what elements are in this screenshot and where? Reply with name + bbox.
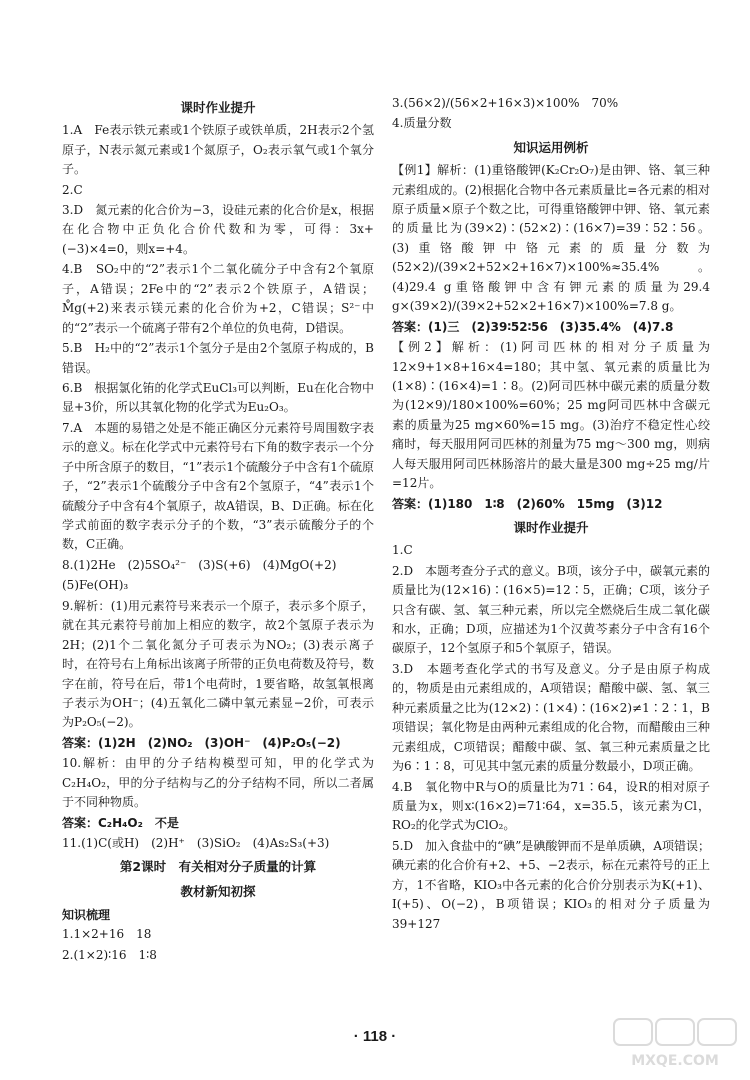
homework-item-4: 4.B 氧化物中R与O的质量比为71∶64，设R的相对原子质量为x，则x∶(16×2)=71∶64，x=35.5，该元素为Cl，RO₂的化学式为ClO₂。 bbox=[392, 779, 710, 833]
section-heading-new: 教材新知初探 bbox=[180, 883, 256, 899]
answer-item-4: 4.B SO₂中的“2”表示1个二氧化硫分子中含有2个氧原子，A错误；2Fe中的“2”表示2个铁原子，A错误；M̊g(+2)来表示镁元素的化合价为+2，C错误；S²⁻中的“2”表示一个硫离子带有2个单位的负电荷，D错误。 bbox=[62, 262, 374, 335]
knowledge-item-2: 2.(1×2)∶16 1∶8 bbox=[62, 947, 157, 962]
answer-item-5: 5.B H₂中的“2”表示1个氢分子是由2个氢原子构成的，B错误。 bbox=[62, 341, 374, 375]
answer-item-8: 8.(1)2He (2)5SO₄²⁻ (3)S(+6) (4)MgO(+2) bbox=[62, 557, 337, 572]
answer-item-1: 1.A Fe表示铁元素或1个铁原子或铁单质，2H表示2个氢原子，N表示氮元素或1个氮原子，O₂表示氧气或1个氧分子。 bbox=[62, 123, 374, 177]
example-1: 【例1】解析：(1)重铬酸钾(K₂Cr₂O₇)是由钾、铬、氧三种元素组成的。(2)根据化合物中各元素质量比=各元素的相对原子质量×原子个数之比，可得重铬酸钾中钾、铬、氧元素的质量比为(39×2)∶(52×2)∶(16×7)=39∶52∶56。(3)重铬酸钾中铬元素的质量分数为(52×2)/(39×2+52×2+16×7)×100%≈35.4%。(4)29.4 g重铬酸钾中含有钾元素的质量为29.4 g×(39×2)/(39×2+52×2+16×7)×100%=7.8 g。 bbox=[392, 163, 710, 314]
watermark-logo bbox=[610, 1015, 740, 1073]
right-column bbox=[392, 94, 710, 935]
example-2-answer: 答案：(1)180 1∶8 (2)60% 15mg (3)12 bbox=[392, 496, 663, 511]
answer-item-6: 6.B 根据氯化铕的化学式EuCl₃可以判断，Eu在化合物中显+3价，所以其氧化物的化学式为Eu₂O₃。 bbox=[62, 380, 374, 415]
answer-item-9: 9.解析：(1)用元素符号来表示一个原子，表示多个原子，就在其元素符号前加上相应的数字，故2个氢原子表示为2H；(2)1个二氧化氮分子可表示为NO₂；(3)表示离子时，在符号右上角标出该离子所带的正负电荷数及符号，数字在前，符号在后，带1个电荷时，1要省略，故氢氧根离子表示为OH⁻；(4)五氧化二磷中氧元素显−2价，可表示为P₂O₅(−2)。 bbox=[62, 598, 375, 730]
answer-item-7: 7.A 本题的易错之处是不能正确区分元素符号周围数字表示的意义。标在化学式中元素符号右下角的数字表示一个分子中所含原子的数目，“1”表示1个硫酸分子中含有1个硫原子，“2”表示1个硫酸分子中含有2个氢原子，“4”表示1个硫酸分子中含有4个氧原子，故A错误，B、D正确。标在化学式前面的数字表示分子的个数，“3”表示硫酸分子的个数，C正确。 bbox=[62, 420, 375, 552]
example-2: 【例2】解析：(1)阿司匹林的相对分子质量为12×9+1×8+16×4=180；其中氢、氧元素的质量比为(1×8)∶(16×4)=1∶8。(2)阿司匹林中碳元素的质量分数为(12×9)/180×100%=60%；25 mg阿司匹林中含碳元素的质量为25 mg×60%=15 mg。(3)治疗不稳定性心绞痛时，每天服用阿司匹林的剂量为75 mg～300 mg，则病人每天服用阿司匹林肠溶片的最大量是300 mg÷25 mg/片=12片。 bbox=[392, 340, 710, 491]
section-heading-homework: 课时作业提升 bbox=[513, 520, 589, 535]
svg-text:MXQE.COM: MXQE.COM bbox=[631, 1053, 719, 1069]
section-heading: 课时作业提升 bbox=[180, 100, 256, 115]
knowledge-item-1: 1.1×2+16 18 bbox=[62, 927, 152, 942]
section-heading-examples: 知识运用例析 bbox=[513, 139, 589, 155]
example-1-answer: 答案：(1)三 (2)39∶52∶56 (3)35.4% (4)7.8 bbox=[392, 319, 674, 334]
answer-item-8-cont: (5)Fe(OH)₃ bbox=[62, 578, 129, 593]
homework-item-3: 3.D 本题考查化学式的书写及意义。分子是由原子构成的，物质是由元素组成的，A项错误；醋酸中碳、氢、氧三种元素质量之比为(12×2)∶(1×4)∶(16×2)≠1∶2∶1，B项错误；氧化物是由两种元素组成的化合物，而醋酸由三种元素组成，C项错误；醋酸中碳、氢、氧三种元素质量之比为6∶1∶8，可见其中氢元素的质量分数最小，D项正确。 bbox=[392, 661, 710, 774]
homework-item-5: 5.D 加入食盐中的“碘”是碘酸钾而不是单质碘，A项错误；碘元素的化合价有+2、+5、−2表示，标在元素符号的正上方，1不省略，KIO₃中各元素的化合价分别表示为K(+1)、I(+5)、O(−2)，B项错误；KIO₃的相对分子质量为39+127 bbox=[392, 838, 711, 931]
knowledge-item-3: 3.(56×2)/(56×2+16×3)×100% 70% bbox=[392, 96, 619, 110]
answer-item-10-answer: 答案：C₂H₄O₂ 不是 bbox=[62, 815, 179, 830]
subheading-knowledge: 知识梳理 bbox=[62, 907, 111, 922]
homework-item-1: 1.C bbox=[392, 543, 413, 558]
answer-item-2: 2.C bbox=[62, 182, 83, 197]
answer-item-11: 11.(1)C(或H) (2)H⁺ (3)SiO₂ (4)As₂S₃(+3) bbox=[62, 836, 330, 850]
knowledge-item-4: 4.质量分数 bbox=[392, 116, 452, 131]
answer-item-3: 3.D 氮元素的化合价为−3，设硅元素的化合价是x，根据在化合物中正负化合价代数和为零，可得：3x+(−3)×4=0，则x=+4。 bbox=[62, 203, 374, 256]
answer-item-9-answer: 答案：(1)2H (2)NO₂ (3)OH⁻ (4)P₂O₅(−2) bbox=[62, 735, 341, 750]
page-number: · 118 · bbox=[353, 1028, 397, 1045]
left-column bbox=[62, 94, 374, 966]
answer-item-10: 10.解析：由甲的分子结构模型可知，甲的化学式为C₂H₄O₂，甲的分子结构与乙的分子结构不同，所以二者属于不同种物质。 bbox=[62, 756, 374, 810]
homework-item-2: 2.D 本题考查分子式的意义。B项，该分子中，碳氧元素的质量比为(12×16)∶(16×5)=12∶5，正确；C项，该分子只含有碳、氢、氧三种元素，所以完全燃烧后生成二氧化碳和水，正确；D项，应描述为1个汉黄芩素分子中含有16个碳原子，12个氢原子和5个氧原子，错误。 bbox=[392, 563, 710, 656]
lesson-title: 第2课时 有关相对分子质量的计算 bbox=[119, 859, 317, 875]
